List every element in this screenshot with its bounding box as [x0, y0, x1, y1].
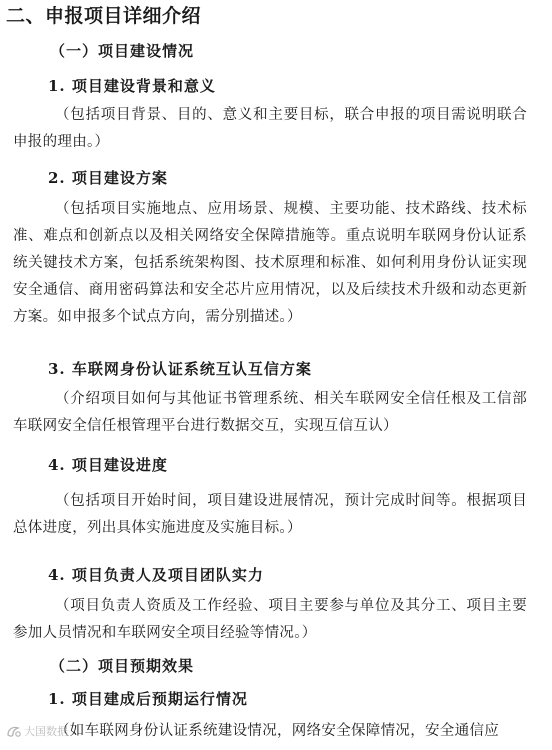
item-heading-team: 4. 项目负责人及项目团队实力: [48, 566, 264, 584]
item-heading-expected-operation: 1. 项目建成后预期运行情况: [48, 690, 248, 708]
item-body-schedule: （包括项目开始时间，项目建设进展情况，预计完成时间等。根据项目总体进度，列出具体实施进度及实施目标。）: [13, 493, 527, 536]
item-body-team: （项目负责人资质及工作经验、项目主要参与单位及其分工、项目主要参加人员情况和车联网安全项目经验等情况。）: [13, 598, 527, 641]
item-heading-mutual-trust: 3. 车联网身份认证系统互认互信方案: [48, 360, 312, 378]
watermark-text: 大国数据: [24, 725, 68, 738]
item-heading-schedule: 4. 项目建设进度: [48, 456, 168, 474]
item-body-plan: （包括项目实施地点、应用场景、规模、主要功能、技术路线、技术标准、难点和创新点以及相关网络安全保障措施等。重点说明车联网身份认证系统关键技术方案，包括系统架构图、技术原理和标准、如何利用身份认证实现安全通信、商用密码算法和安全芯片应用情况，以及后续技术升级和动态更新方案。如申报多个试点方向，需分别描述。）: [13, 201, 527, 325]
section-title: 二、申报项目详细介绍: [6, 5, 202, 27]
watermark-logo-icon: [6, 725, 22, 739]
watermark: [6, 723, 68, 739]
item-body-mutual-trust: （介绍项目如何与其他证书管理系统、相关车联网安全信任根及工信部车联网安全信任根管理平台进行数据交互，实现互信互认）: [13, 391, 527, 434]
item-heading-background: 1. 项目建设背景和意义: [48, 77, 216, 95]
item-heading-plan: 2. 项目建设方案: [48, 169, 168, 187]
subsection-title-expected-effect: （二）项目预期效果: [50, 657, 195, 675]
item-body-background: （包括项目背景、目的、意义和主要目标，联合申报的项目需说明联合申报的理由。）: [13, 107, 527, 150]
item-body-expected-operation: （如车联网身份认证系统建设情况，网络安全保障情况，安全通信应: [55, 723, 499, 739]
subsection-title-project-construction: （一）项目建设情况: [50, 42, 195, 60]
